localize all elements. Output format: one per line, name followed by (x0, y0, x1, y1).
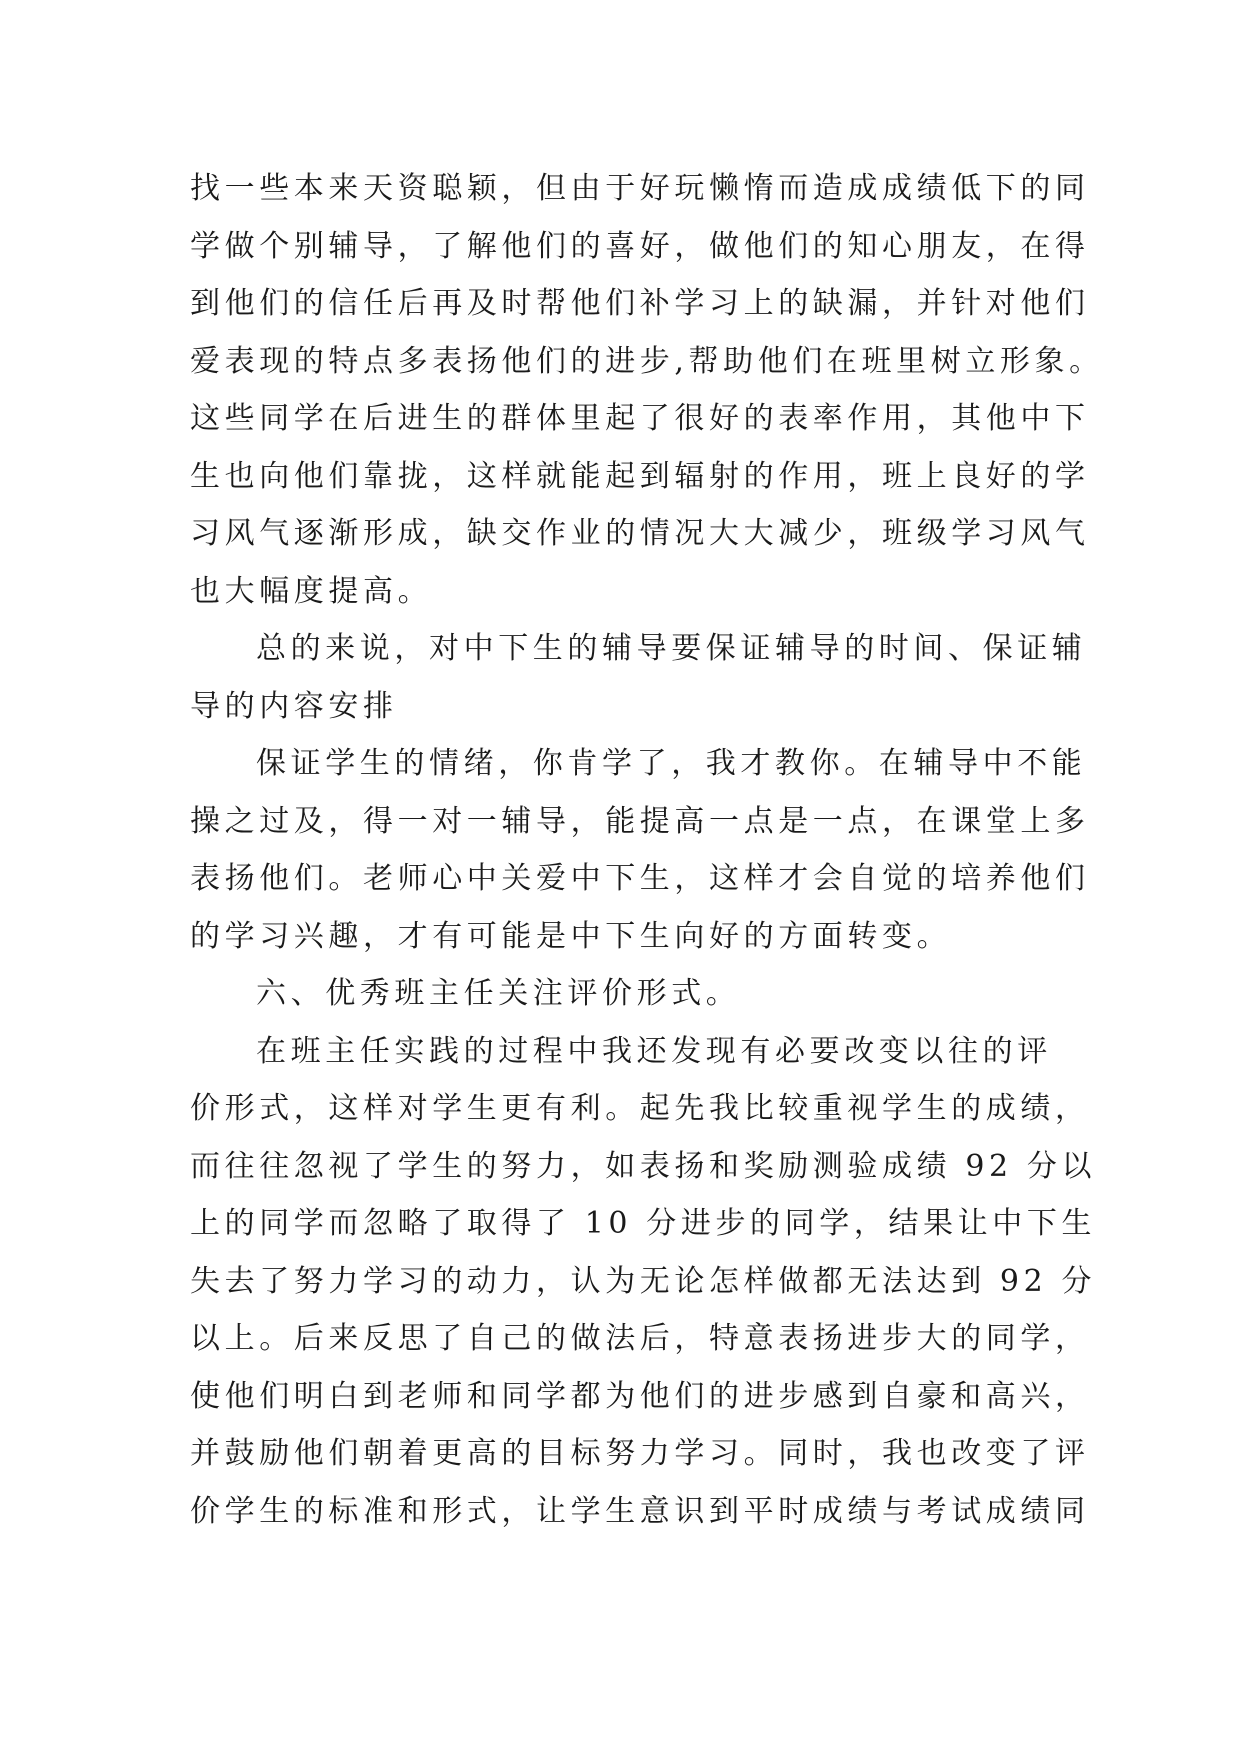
text-line: 使他们明白到老师和同学都为他们的进步感到自豪和高兴， (190, 1378, 1090, 1414)
text-line: 到他们的信任后再及时帮他们补学习上的缺漏，并针对他们 (190, 286, 1090, 321)
text-line: 而往往忽视了学生的努力，如表扬和奖励测验成绩 92 分以 (190, 1148, 1097, 1184)
text-line: 的学习兴趣，才有可能是中下生向好的方面转变。 (190, 918, 952, 954)
text-line: 找一些本来天资聪颖，但由于好玩懒惰而造成成绩低下的同 (190, 171, 1090, 206)
document-page (190, 160, 1104, 1540)
text-line: 以上。后来反思了自己的做法后，特意表扬进步大的同学， (190, 1321, 1090, 1356)
text-line: 这些同学在后进生的群体里起了很好的表率作用，其他中下 (190, 401, 1090, 436)
paragraph-first-line: 总的来说，对中下生的辅导要保证辅导的时间、保证辅 (256, 631, 1087, 666)
text-line: 生也向他们靠拢，这样就能起到辐射的作用，班上良好的学 (190, 458, 1090, 494)
text-line: 导的内容安排 (190, 688, 398, 724)
text-line: 上的同学而忽略了取得了 10 分进步的同学，结果让中下生 (190, 1206, 1097, 1241)
text-line: 操之过及，得一对一辅导，能提高一点是一点，在课堂上多 (190, 803, 1090, 839)
text-line: 学做个别辅导，了解他们的喜好，做他们的知心朋友，在得 (190, 228, 1090, 264)
text-line: 价学生的标准和形式，让学生意识到平时成绩与考试成绩同 (190, 1493, 1090, 1529)
text-line: 习风气逐渐形成，缺交作业的情况大大减少，班级学习风气 (190, 516, 1090, 551)
section-heading: 六、优秀班主任关注评价形式。 (256, 976, 741, 1011)
text-line: 失去了努力学习的动力，认为无论怎样做都无法达到 92 分 (190, 1263, 1097, 1299)
text-line: 爱表现的特点多表扬他们的进步,帮助他们在班里树立形象。 (190, 343, 1104, 379)
text-line: 价形式，这样对学生更有利。起先我比较重视学生的成绩， (190, 1091, 1090, 1126)
text-line: 并鼓励他们朝着更高的目标努力学习。同时，我也改变了评 (190, 1436, 1090, 1471)
text-line: 也大幅度提高。 (190, 573, 433, 609)
text-line: 表扬他们。老师心中关爱中下生，这样才会自觉的培养他们 (190, 861, 1090, 896)
paragraph-first-line: 在班主任实践的过程中我还发现有必要改变以往的评 (256, 1033, 1052, 1069)
paragraph-first-line: 保证学生的情绪，你肯学了，我才教你。在辅导中不能 (256, 746, 1087, 781)
